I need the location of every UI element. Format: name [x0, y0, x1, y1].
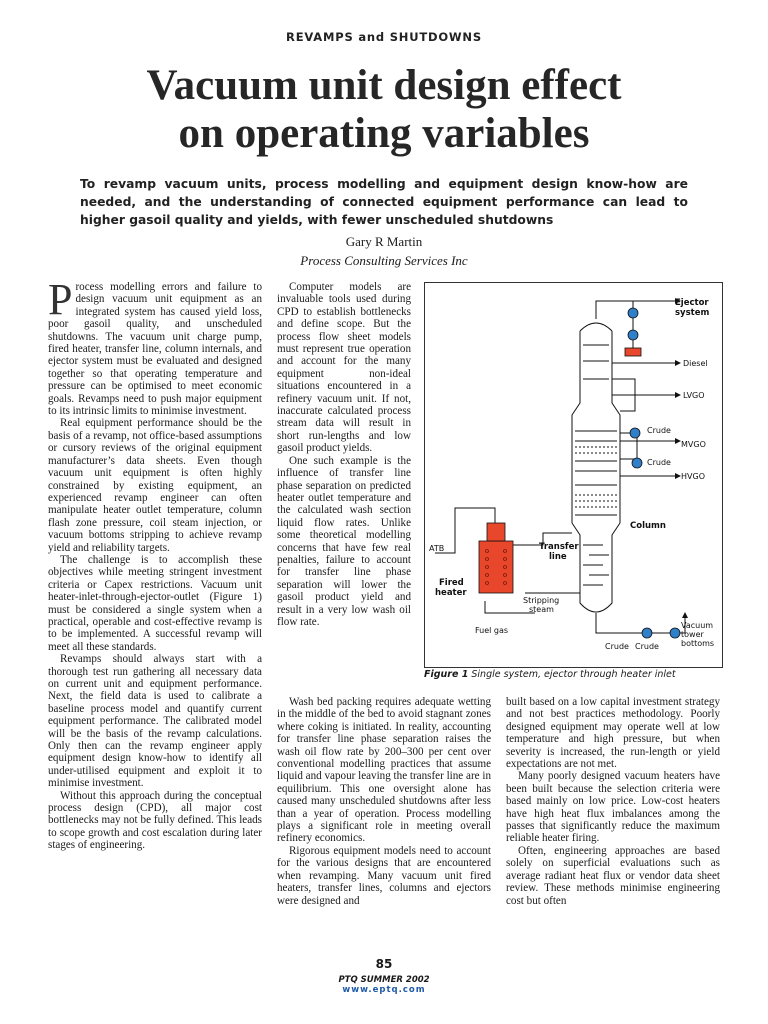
author: Gary R Martin	[345, 234, 423, 249]
paragraph: Rigorous equipment models need to account for the various designs that are encountered when revamping. Many vacuum unit fired heaters, transfer lines, columns and ejectors were designed and	[277, 844, 491, 907]
label-stripping-steam: Stripping	[523, 596, 560, 605]
paragraph: Computer models are invaluable tools used during CPD to establish bottlenecks and define scope. But the process flow sheet models must represent true operation and account for the many equipment non-ideal situations encountered in a refinery vacuum unit. If not, inaccurate calculated process stream data will result in short run-lengths and low gasoil product yields.	[277, 281, 411, 455]
label-crude: Crude	[605, 642, 629, 651]
article-title	[30, 62, 738, 158]
paragraph: Without this approach during the conceptual process design (CPD), all major cost bottlenecks may not be fully defined. This leads to scope growth and cost escalation during later stages of engineering.	[48, 789, 262, 852]
label-transfer-line: Transfer	[539, 542, 579, 552]
label-ejector: Ejector	[675, 298, 709, 308]
exchanger-icon	[628, 308, 638, 318]
label-fired-heater-2: heater	[435, 588, 467, 598]
website-link[interactable]: www.eptq.com	[342, 985, 426, 995]
body-column-1	[48, 281, 262, 936]
label-diesel: Diesel	[683, 359, 708, 368]
paragraph: The challenge is to accomplish these objectives while meeting stringent investment criteria or Capex restrictions. Vacuum unit heater-inlet-through-ejector-outlet (Figure 1) must be considered a single system when a practical, operable and cost-effective revamp is to be implemented. A successful revamp will meet all these standards.	[48, 553, 262, 653]
label-vacuum-bottoms-2: tower	[681, 630, 704, 639]
paragraph-text: rocess modelling errors and failure to design vacuum unit equipment as an integrated system has caused yield loss, poor gasoil quality, and unscheduled shutdowns. The vacuum unit charge pump, fired heater, transfer line, column internals, and ejector system must be evaluated and designed together so that operating temperature and pressure can be optimised to meet economic goals. Revamps need to push major equipment to its intrinsic limits to minimise investment.	[48, 281, 262, 418]
label-mvgo: MVGO	[681, 440, 706, 449]
label-fuel-gas: Fuel gas	[475, 626, 509, 635]
exchanger-icon	[642, 628, 652, 638]
standfirst: To revamp vacuum units, process modelling and equipment design know-how are needed, and the understanding of connected equipment performance can lead to higher gasoil quality and yields, with fewer unscheduled shutdowns	[80, 177, 688, 227]
journal-issue: PTQ SUMMER 2002	[338, 975, 430, 985]
paragraph: built based on a low capital investment strategy and not best practices methodology. Poorly designed equipment may operate well at low temperature and high pressure, but when severity is increased, the run-length or yield expectations are not met.	[506, 696, 720, 771]
body-column-4	[506, 696, 720, 936]
body-column-3	[277, 696, 491, 936]
paragraph: One such example is the influence of transfer line phase separation on predicted heater outlet temperature and the calculated wash section liquid flow rates. Unlike some theoretical modelling concerns that have few real penalties, failure to account for transfer line phase separation will lower the gasoil product yield and result in a very low wash oil flow rate.	[277, 454, 411, 628]
column-left-wall	[572, 331, 580, 523]
process-flow-diagram	[425, 283, 722, 667]
fired-heater	[479, 523, 513, 593]
label-column: Column	[630, 521, 666, 531]
label-crude: Crude	[635, 642, 659, 651]
exchanger-icon	[630, 428, 640, 438]
page-number: 85	[375, 957, 393, 971]
label-vacuum-bottoms-3: bottoms	[681, 639, 715, 648]
paragraph: Many poorly designed vacuum heaters have been built because the selection criteria were based mainly on low price. Low-cost heaters have high heat flux imbalances among the passes that significantly reduce the maximum reliable heater firing.	[506, 770, 720, 845]
figure-1-diagram	[424, 282, 723, 668]
column-top-cap	[580, 323, 612, 331]
paragraph: Revamps should always start with a thorough test run gathering all necessary data on current unit and equipment performance. Next, the field data is used to calibrate a baseline process model and quantify current equipment performance. The calibrated model will be the basis of the revamp calculations. Only then can the revamp engineer apply equipment design know-how to identify all under-utilised equipment and exploit it to minimise investment.	[48, 653, 262, 790]
drop-cap: P	[48, 281, 73, 324]
label-fired-heater: Fired	[439, 578, 464, 588]
body-column-2	[277, 281, 411, 693]
label-hvgo: HVGO	[681, 472, 705, 481]
label-stripping-steam-2: steam	[529, 605, 554, 614]
paragraph: Real equipment performance should be the basis of a revamp, not office-based assumptions or cursory reviews of the original equipment manufacturer’s data sheets. Even though vacuum unit equipment is often highly constrained by existing equipment, an experienced revamp engineer can often manipulate heater outlet temperature, column flash zone pressure, coil steam injection, or vacuum bottoms stripping to achieve revamp yield and reliability targets.	[48, 417, 262, 554]
paragraph	[48, 281, 262, 417]
figure-caption-text: Single system, ejector through heater inlet	[471, 669, 676, 680]
title-line-2: on operating variables	[178, 110, 590, 157]
condenser-icon	[625, 348, 641, 356]
title-line-1: Vacuum unit design effect	[146, 62, 622, 109]
figure-caption	[424, 669, 724, 680]
figure-caption-label: Figure 1	[424, 669, 469, 680]
paragraph: Often, engineering approaches are based solely on superficial evaluations such as average radiant heat flux or vendor data sheet review. These methods minimise engineering cost but often	[506, 844, 720, 907]
paragraph: Wash bed packing requires adequate wetting in the middle of the bed to avoid stagnant zones where coking is initiated. In reality, accounting for transfer line phase separation raises the wash oil flow rate by 200–300 per cent over conventional modelling practices that assume liquid and vapour leaving the transfer line are in equilibrium. This one oversight alone has caused many unscheduled shutdowns after less than a year of operation. Process modelling plays a significant role in meeting overall refinery economics.	[277, 696, 491, 845]
section-label: REVAMPS and SHUTDOWNS	[286, 30, 482, 44]
exchanger-icon	[632, 458, 642, 468]
label-crude: Crude	[647, 458, 671, 467]
exchanger-icon	[628, 330, 638, 340]
label-ejector-2: system	[675, 308, 710, 318]
column-right-wall	[612, 331, 620, 523]
exchanger-icon	[670, 628, 680, 638]
label-lvgo: LVGO	[683, 391, 705, 400]
label-vacuum-bottoms: Vacuum	[681, 621, 714, 630]
label-transfer-line-2: line	[549, 552, 567, 562]
affiliation: Process Consulting Services Inc	[300, 253, 468, 268]
label-crude: Crude	[647, 426, 671, 435]
label-atb: ATB	[429, 544, 445, 553]
column-bottom	[572, 523, 620, 612]
